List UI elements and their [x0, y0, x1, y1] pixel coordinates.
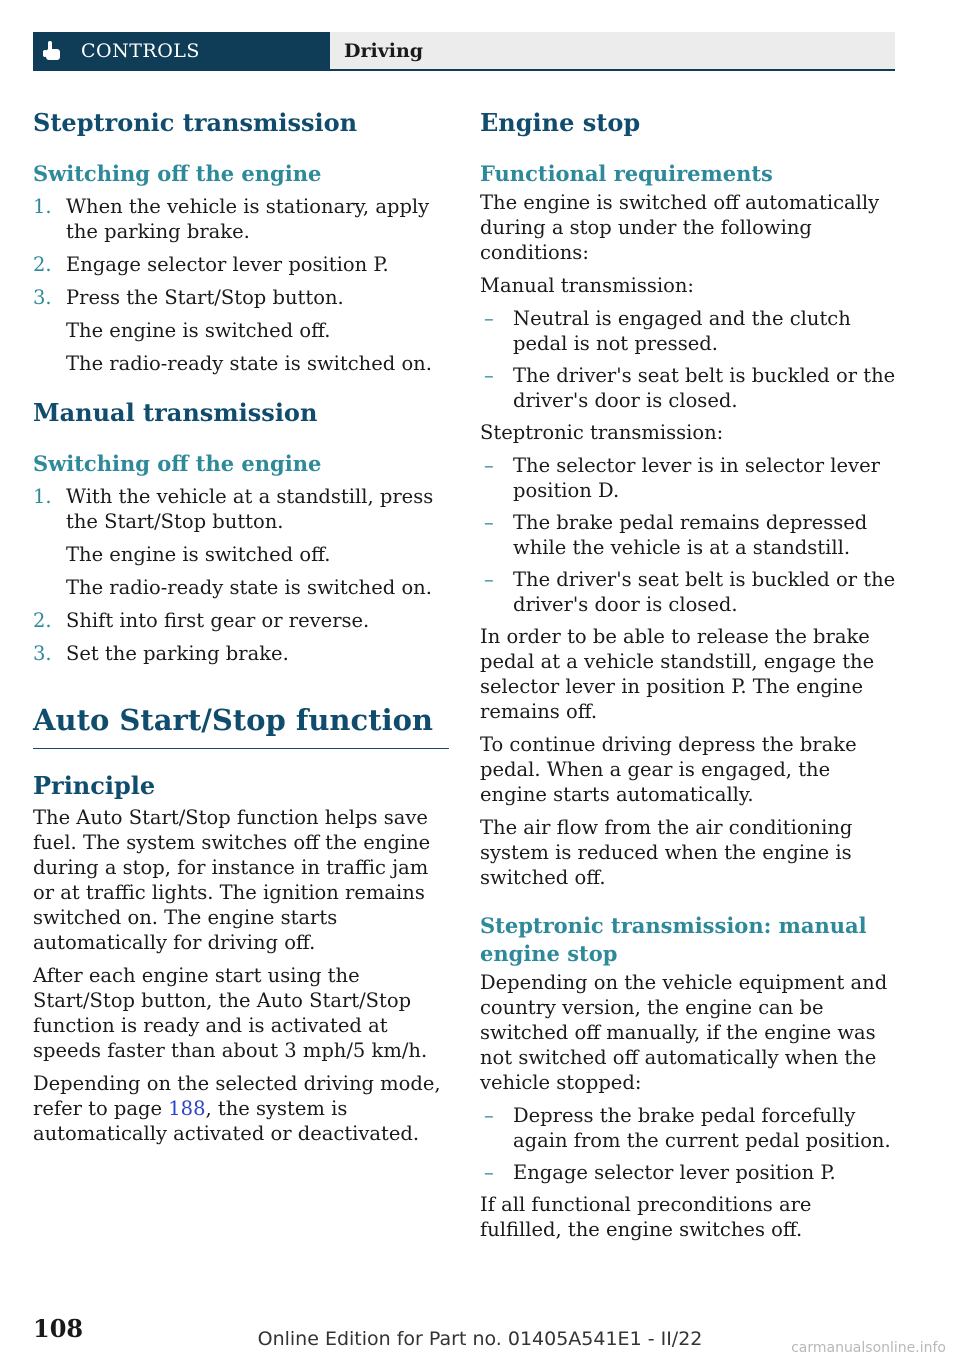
list-item-text: The selector lever is in selector lever position D. [513, 454, 880, 502]
page-header [33, 32, 895, 70]
right-column [480, 108, 896, 1250]
list-item-text: The brake pedal remains depressed while the vehicle is at a standstill. [513, 511, 868, 559]
list-item-text: The driver's seat belt is buckled or the driver's door is closed. [513, 364, 896, 412]
dash-bullet: – [484, 364, 494, 387]
body-paragraph: Steptronic transmission: [480, 421, 724, 444]
step-result: The engine is switched off. [66, 319, 331, 342]
principle-heading: Principle [33, 771, 156, 800]
list-item [33, 194, 449, 244]
list-item [33, 484, 449, 534]
body-paragraph: In order to be able to release the brake pedal at a vehicle standstill, engage the selector lever in position P. The engine remains off. [480, 625, 875, 723]
dash-bullet: – [484, 1104, 494, 1127]
functional-requirements-heading: Functional requirements [480, 161, 773, 186]
list-item [480, 1103, 896, 1153]
body-paragraph: To continue driving depress the brake pedal. When a gear is engaged, the engine starts automatically. [480, 733, 857, 806]
dash-bullet: – [484, 568, 494, 591]
steptronic-heading: Steptronic transmission [33, 108, 358, 137]
list-item [480, 453, 896, 503]
list-item-text: The driver's seat belt is buckled or the driver's door is closed. [513, 568, 896, 616]
step-text: Engage selector lever position P. [66, 253, 389, 276]
dash-bullet: – [484, 511, 494, 534]
dash-bullet: – [484, 454, 494, 477]
steptronic-subheading: Switching off the engine [33, 161, 322, 186]
list-item [33, 641, 449, 666]
step-text: When the vehicle is stationary, apply the parking brake. [66, 195, 430, 243]
list-item-text: Engage selector lever position P. [513, 1161, 836, 1184]
edition-footer: Online Edition for Part no. 01405A541E1 - II/22 [257, 1328, 703, 1350]
body-paragraph: If all functional preconditions are fulfilled, the engine switches off. [480, 1193, 812, 1241]
list-item [33, 608, 449, 633]
step-result: The engine is switched off. [66, 543, 331, 566]
list-item [480, 1160, 896, 1185]
header-rule [33, 69, 895, 71]
list-item [480, 363, 896, 413]
paragraph-text: Depending on the selected driving mode, refer to page [33, 1072, 441, 1120]
list-item [480, 567, 896, 617]
step-number: 1. [33, 485, 52, 508]
step-number: 2. [33, 253, 52, 276]
principle-paragraph: The Auto Start/Stop function helps save fuel. The system switches off the engine during a stop, for instance in traffic jam or at traffic lights. The ignition remains switched on. The engine starts automatically for driving off. [33, 806, 431, 954]
page-number: 108 [33, 1314, 84, 1343]
list-item-text: Depress the brake pedal forcefully again from the current pedal position. [513, 1104, 891, 1152]
principle-paragraph [33, 1071, 449, 1146]
step-number: 3. [33, 286, 52, 309]
section-label: CONTROLS [81, 40, 200, 62]
manual-subheading: Switching off the engine [33, 451, 322, 476]
left-column [33, 108, 449, 1154]
step-result: The radio-ready state is switched on. [66, 352, 432, 375]
principle-paragraph: After each engine start using the Start/Stop button, the Auto Start/Stop function is ready and is activated at speeds faster than about 3 mph/5 km/h. [33, 964, 428, 1062]
step-text: Press the Start/Stop button. [66, 286, 344, 309]
chapter-title: Driving [344, 40, 424, 62]
page-reference-link[interactable]: 188 [168, 1097, 206, 1120]
engine-stop-heading: Engine stop [480, 108, 641, 137]
auto-start-stop-heading: Auto Start/Stop function [33, 702, 449, 749]
body-paragraph: Manual transmission: [480, 274, 694, 297]
chapter-bar [330, 32, 895, 70]
step-text: Set the parking brake. [66, 642, 289, 665]
manual-engine-stop-heading: Steptronic transmission: manual engine stop [480, 913, 867, 966]
step-text: With the vehicle at a standstill, press the Start/Stop button. [66, 485, 434, 533]
body-paragraph: The engine is switched off automatically during a stop under the following conditions: [480, 191, 880, 264]
step-result: The radio-ready state is switched on. [66, 576, 432, 599]
list-item [33, 252, 449, 277]
hand-pointer-icon [43, 41, 61, 61]
manual-heading: Manual transmission [33, 398, 318, 427]
step-number: 3. [33, 642, 52, 665]
section-tab[interactable] [33, 32, 330, 70]
list-item [480, 510, 896, 560]
step-number: 2. [33, 609, 52, 632]
paragraph-text: , the system is automatically activated or deactivated. [33, 1097, 420, 1145]
watermark: carmanualsonline.info [791, 1340, 946, 1356]
list-item-text: Neutral is engaged and the clutch pedal is not pressed. [513, 307, 851, 355]
body-paragraph: The air flow from the air conditioning system is reduced when the engine is switched off. [480, 816, 853, 889]
list-item [33, 285, 449, 310]
list-item [480, 306, 896, 356]
dash-bullet: – [484, 1161, 494, 1184]
body-paragraph: Depending on the vehicle equipment and country version, the engine can be switched off manually, if the engine was not switched off automatically when the vehicle stopped: [480, 971, 888, 1094]
step-number: 1. [33, 195, 52, 218]
dash-bullet: – [484, 307, 494, 330]
step-text: Shift into first gear or reverse. [66, 609, 370, 632]
